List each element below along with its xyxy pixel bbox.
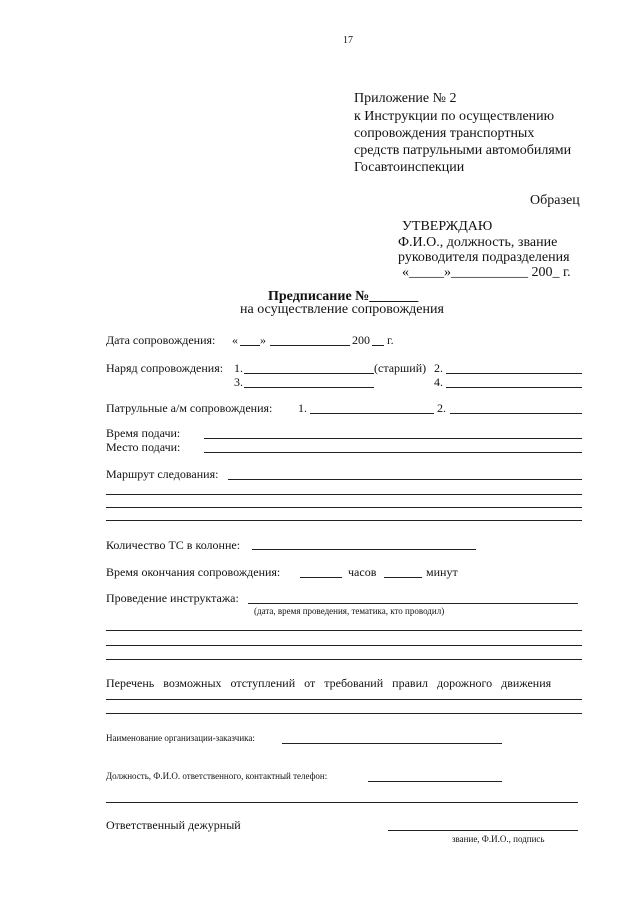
duty-hint: звание, Ф.И.О., подпись xyxy=(452,834,545,844)
deviations-label: Перечень возможных отступлений от требований правил дорожного движения xyxy=(106,676,552,690)
responsible-line-1 xyxy=(368,781,502,782)
time-line xyxy=(204,438,582,439)
briefing-hint: (дата, время проведения, тематика, кто проводил) xyxy=(254,606,445,616)
customer-label: Наименование организации-заказчика: xyxy=(106,733,255,743)
briefing-label: Проведение инструктажа: xyxy=(106,591,239,605)
vehicles-label: Количество ТС в колонне: xyxy=(106,538,241,552)
approve-date: «_____»___________ 200_ г. xyxy=(402,265,571,280)
place-label: Место подачи: xyxy=(106,440,181,454)
briefing-line-3 xyxy=(106,645,582,646)
squad-n3: 3. xyxy=(234,375,243,389)
responsible-label: Должность, Ф.И.О. ответственного, контактный телефон: xyxy=(106,771,328,781)
end-time-label: Время окончания сопровождения: xyxy=(106,565,281,579)
patrol-1-line xyxy=(310,413,434,414)
date-year: 200 xyxy=(352,333,370,347)
hours-line xyxy=(300,577,342,578)
duty-line xyxy=(388,830,578,831)
briefing-line-2 xyxy=(106,630,582,631)
appendix-line-2: к Инструкции по осуществлению xyxy=(354,109,555,124)
minutes-line xyxy=(384,577,422,578)
minutes-label: минут xyxy=(426,565,458,579)
page-number: 17 xyxy=(343,35,353,46)
deviations-line-1 xyxy=(106,699,582,700)
time-label: Время подачи: xyxy=(106,426,181,440)
appendix-line-3: сопровождения транспортных xyxy=(354,126,535,141)
appendix-line-1: Приложение № 2 xyxy=(354,91,457,106)
date-label: Дата сопровождения: xyxy=(106,333,216,347)
date-quote-close: » xyxy=(260,333,266,347)
date-year-line xyxy=(372,345,384,346)
date-year-suffix: г. xyxy=(387,333,394,347)
squad-n2: 2. xyxy=(434,361,443,375)
briefing-line-4 xyxy=(106,659,582,660)
squad-3-line xyxy=(244,387,374,388)
sample-label: Образец xyxy=(530,193,580,208)
patrol-n1: 1. xyxy=(298,401,307,415)
document-title: Предписание №_______ xyxy=(268,289,419,304)
route-label: Маршрут следования: xyxy=(106,467,219,481)
patrol-2-line xyxy=(450,413,582,414)
responsible-line-2 xyxy=(106,802,578,803)
date-quote-open: « xyxy=(232,333,238,347)
approve-line-1: Ф.И.О., должность, звание xyxy=(398,235,558,250)
route-line-2 xyxy=(106,494,582,495)
route-line-4 xyxy=(106,520,582,521)
date-day-line xyxy=(240,345,260,346)
route-line-3 xyxy=(106,507,582,508)
customer-line xyxy=(282,743,502,744)
squad-1-line xyxy=(244,373,374,374)
squad-n4: 4. xyxy=(434,375,443,389)
approve-title: УТВЕРЖДАЮ xyxy=(402,219,493,234)
squad-n1: 1. xyxy=(234,361,243,375)
duty-label: Ответственный дежурный xyxy=(106,818,241,832)
appendix-line-4: средств патрульными автомобилями xyxy=(354,143,572,158)
squad-4-line xyxy=(446,387,582,388)
squad-2-line xyxy=(446,373,582,374)
squad-senior: (старший) xyxy=(374,361,427,375)
briefing-line-1 xyxy=(248,603,578,604)
place-line xyxy=(204,452,582,453)
date-month-line xyxy=(270,345,350,346)
patrol-label: Патрульные а/м сопровождения: xyxy=(106,401,273,415)
approve-line-2: руководителя подразделения xyxy=(398,250,570,265)
hours-label: часов xyxy=(348,565,377,579)
squad-label: Наряд сопровождения: xyxy=(106,361,224,375)
route-line-1 xyxy=(228,479,582,480)
appendix-line-5: Госавтоинспекции xyxy=(354,160,465,175)
deviations-line-2 xyxy=(106,713,582,714)
vehicles-line xyxy=(252,549,476,550)
patrol-n2: 2. xyxy=(437,401,446,415)
document-subtitle: на осуществление сопровождения xyxy=(240,302,444,317)
